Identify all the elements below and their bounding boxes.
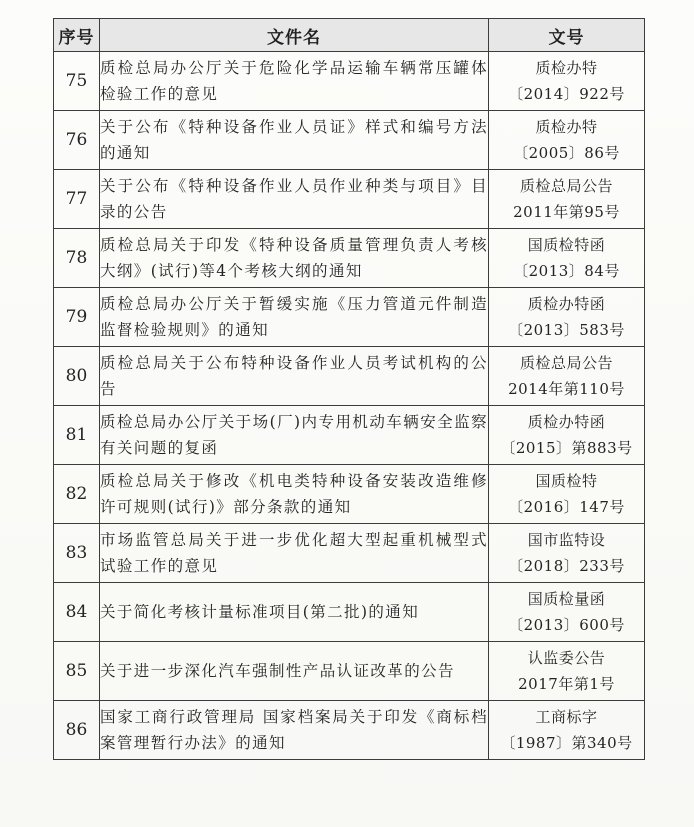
document-number-line1: 质检办特 xyxy=(535,118,598,136)
table-row xyxy=(54,465,645,524)
row-number: 78 xyxy=(54,229,100,288)
document-number xyxy=(489,406,645,465)
row-number: 84 xyxy=(54,583,100,642)
document-title: 关于公布《特种设备作业人员作业种类与项目》目录的公告 xyxy=(100,170,489,229)
document-number xyxy=(489,229,645,288)
document-number-line1: 工商标字 xyxy=(535,708,598,726)
document-number xyxy=(489,524,645,583)
table-row xyxy=(54,111,645,170)
table-body xyxy=(54,52,645,760)
document-number-line1: 质检办特函 xyxy=(527,413,606,431)
header-num: 序号 xyxy=(54,19,100,52)
document-number xyxy=(489,642,645,701)
document-title: 质检总局办公厅关于暂缓实施《压力管道元件制造监督检验规则》的通知 xyxy=(100,288,489,347)
row-number: 85 xyxy=(54,642,100,701)
table-row xyxy=(54,642,645,701)
document-title: 质检总局办公厅关于危险化学品运输车辆常压罐体检验工作的意见 xyxy=(100,52,489,111)
table-row xyxy=(54,406,645,465)
document-title: 市场监管总局关于进一步优化超大型起重机械型式试验工作的意见 xyxy=(100,524,489,583)
document-number-line1: 质检办特 xyxy=(535,59,598,77)
document-number-line2: 〔2013〕583号 xyxy=(508,321,625,339)
table-row xyxy=(54,52,645,111)
row-number: 82 xyxy=(54,465,100,524)
document-number-line1: 认监委公告 xyxy=(527,649,606,667)
document-number-line2: 〔2013〕600号 xyxy=(508,616,625,634)
document-number xyxy=(489,583,645,642)
row-number: 80 xyxy=(54,347,100,406)
document-number-line2: 2014年第110号 xyxy=(508,380,625,398)
document-number-line1: 国质检特 xyxy=(535,472,598,490)
document-title: 质检总局关于公布特种设备作业人员考试机构的公告 xyxy=(100,347,489,406)
document-number-line2: 2017年第1号 xyxy=(518,675,615,693)
document-title: 质检总局办公厅关于场(厂)内专用机动车辆安全监察有关问题的复函 xyxy=(100,406,489,465)
row-number: 79 xyxy=(54,288,100,347)
document-number xyxy=(489,701,645,760)
document-number-line2: 〔1987〕第340号 xyxy=(500,734,633,752)
document-number-line2: 〔2018〕233号 xyxy=(508,557,625,575)
document-title: 质检总局关于印发《特种设备质量管理负责人考核大纲》(试行)等4个考核大纲的通知 xyxy=(100,229,489,288)
table-row xyxy=(54,347,645,406)
table-row xyxy=(54,701,645,760)
row-number: 77 xyxy=(54,170,100,229)
row-number: 81 xyxy=(54,406,100,465)
document-number xyxy=(489,52,645,111)
document-number xyxy=(489,347,645,406)
row-number: 83 xyxy=(54,524,100,583)
document-table xyxy=(53,18,645,760)
row-number: 76 xyxy=(54,111,100,170)
table-row xyxy=(54,229,645,288)
header-name: 文件名 xyxy=(100,19,489,52)
document-title: 关于公布《特种设备作业人员证》样式和编号方法的通知 xyxy=(100,111,489,170)
document-title: 国家工商行政管理局 国家档案局关于印发《商标档案管理暂行办法》的通知 xyxy=(100,701,489,760)
table-header-row xyxy=(54,19,645,52)
document-number-line2: 〔2016〕147号 xyxy=(508,498,625,516)
document-number-line1: 国质检量函 xyxy=(527,590,606,608)
document-number xyxy=(489,465,645,524)
table-row xyxy=(54,170,645,229)
table-row xyxy=(54,583,645,642)
row-number: 75 xyxy=(54,52,100,111)
document-title: 关于进一步深化汽车强制性产品认证改革的公告 xyxy=(100,642,489,701)
table-row xyxy=(54,288,645,347)
document-number xyxy=(489,170,645,229)
document-number xyxy=(489,288,645,347)
header-docno: 文号 xyxy=(489,19,645,52)
document-number-line2: 〔2005〕86号 xyxy=(513,144,620,162)
document-number-line2: 2011年第95号 xyxy=(513,203,620,221)
document-number-line1: 质检办特函 xyxy=(527,295,606,313)
document-title: 质检总局关于修改《机电类特种设备安装改造维修许可规则(试行)》部分条款的通知 xyxy=(100,465,489,524)
document-number-line2: 〔2015〕第883号 xyxy=(500,439,633,457)
document-number-line1: 质检总局公告 xyxy=(519,354,613,372)
document-number-line1: 国市监特设 xyxy=(527,531,606,549)
document-number-line2: 〔2014〕922号 xyxy=(508,85,625,103)
document-title: 关于简化考核计量标准项目(第二批)的通知 xyxy=(100,583,489,642)
document-number xyxy=(489,111,645,170)
document-number-line1: 质检总局公告 xyxy=(519,177,613,195)
document-number-line2: 〔2013〕84号 xyxy=(513,262,620,280)
document-number-line1: 国质检特函 xyxy=(527,236,606,254)
row-number: 86 xyxy=(54,701,100,760)
table-row xyxy=(54,524,645,583)
